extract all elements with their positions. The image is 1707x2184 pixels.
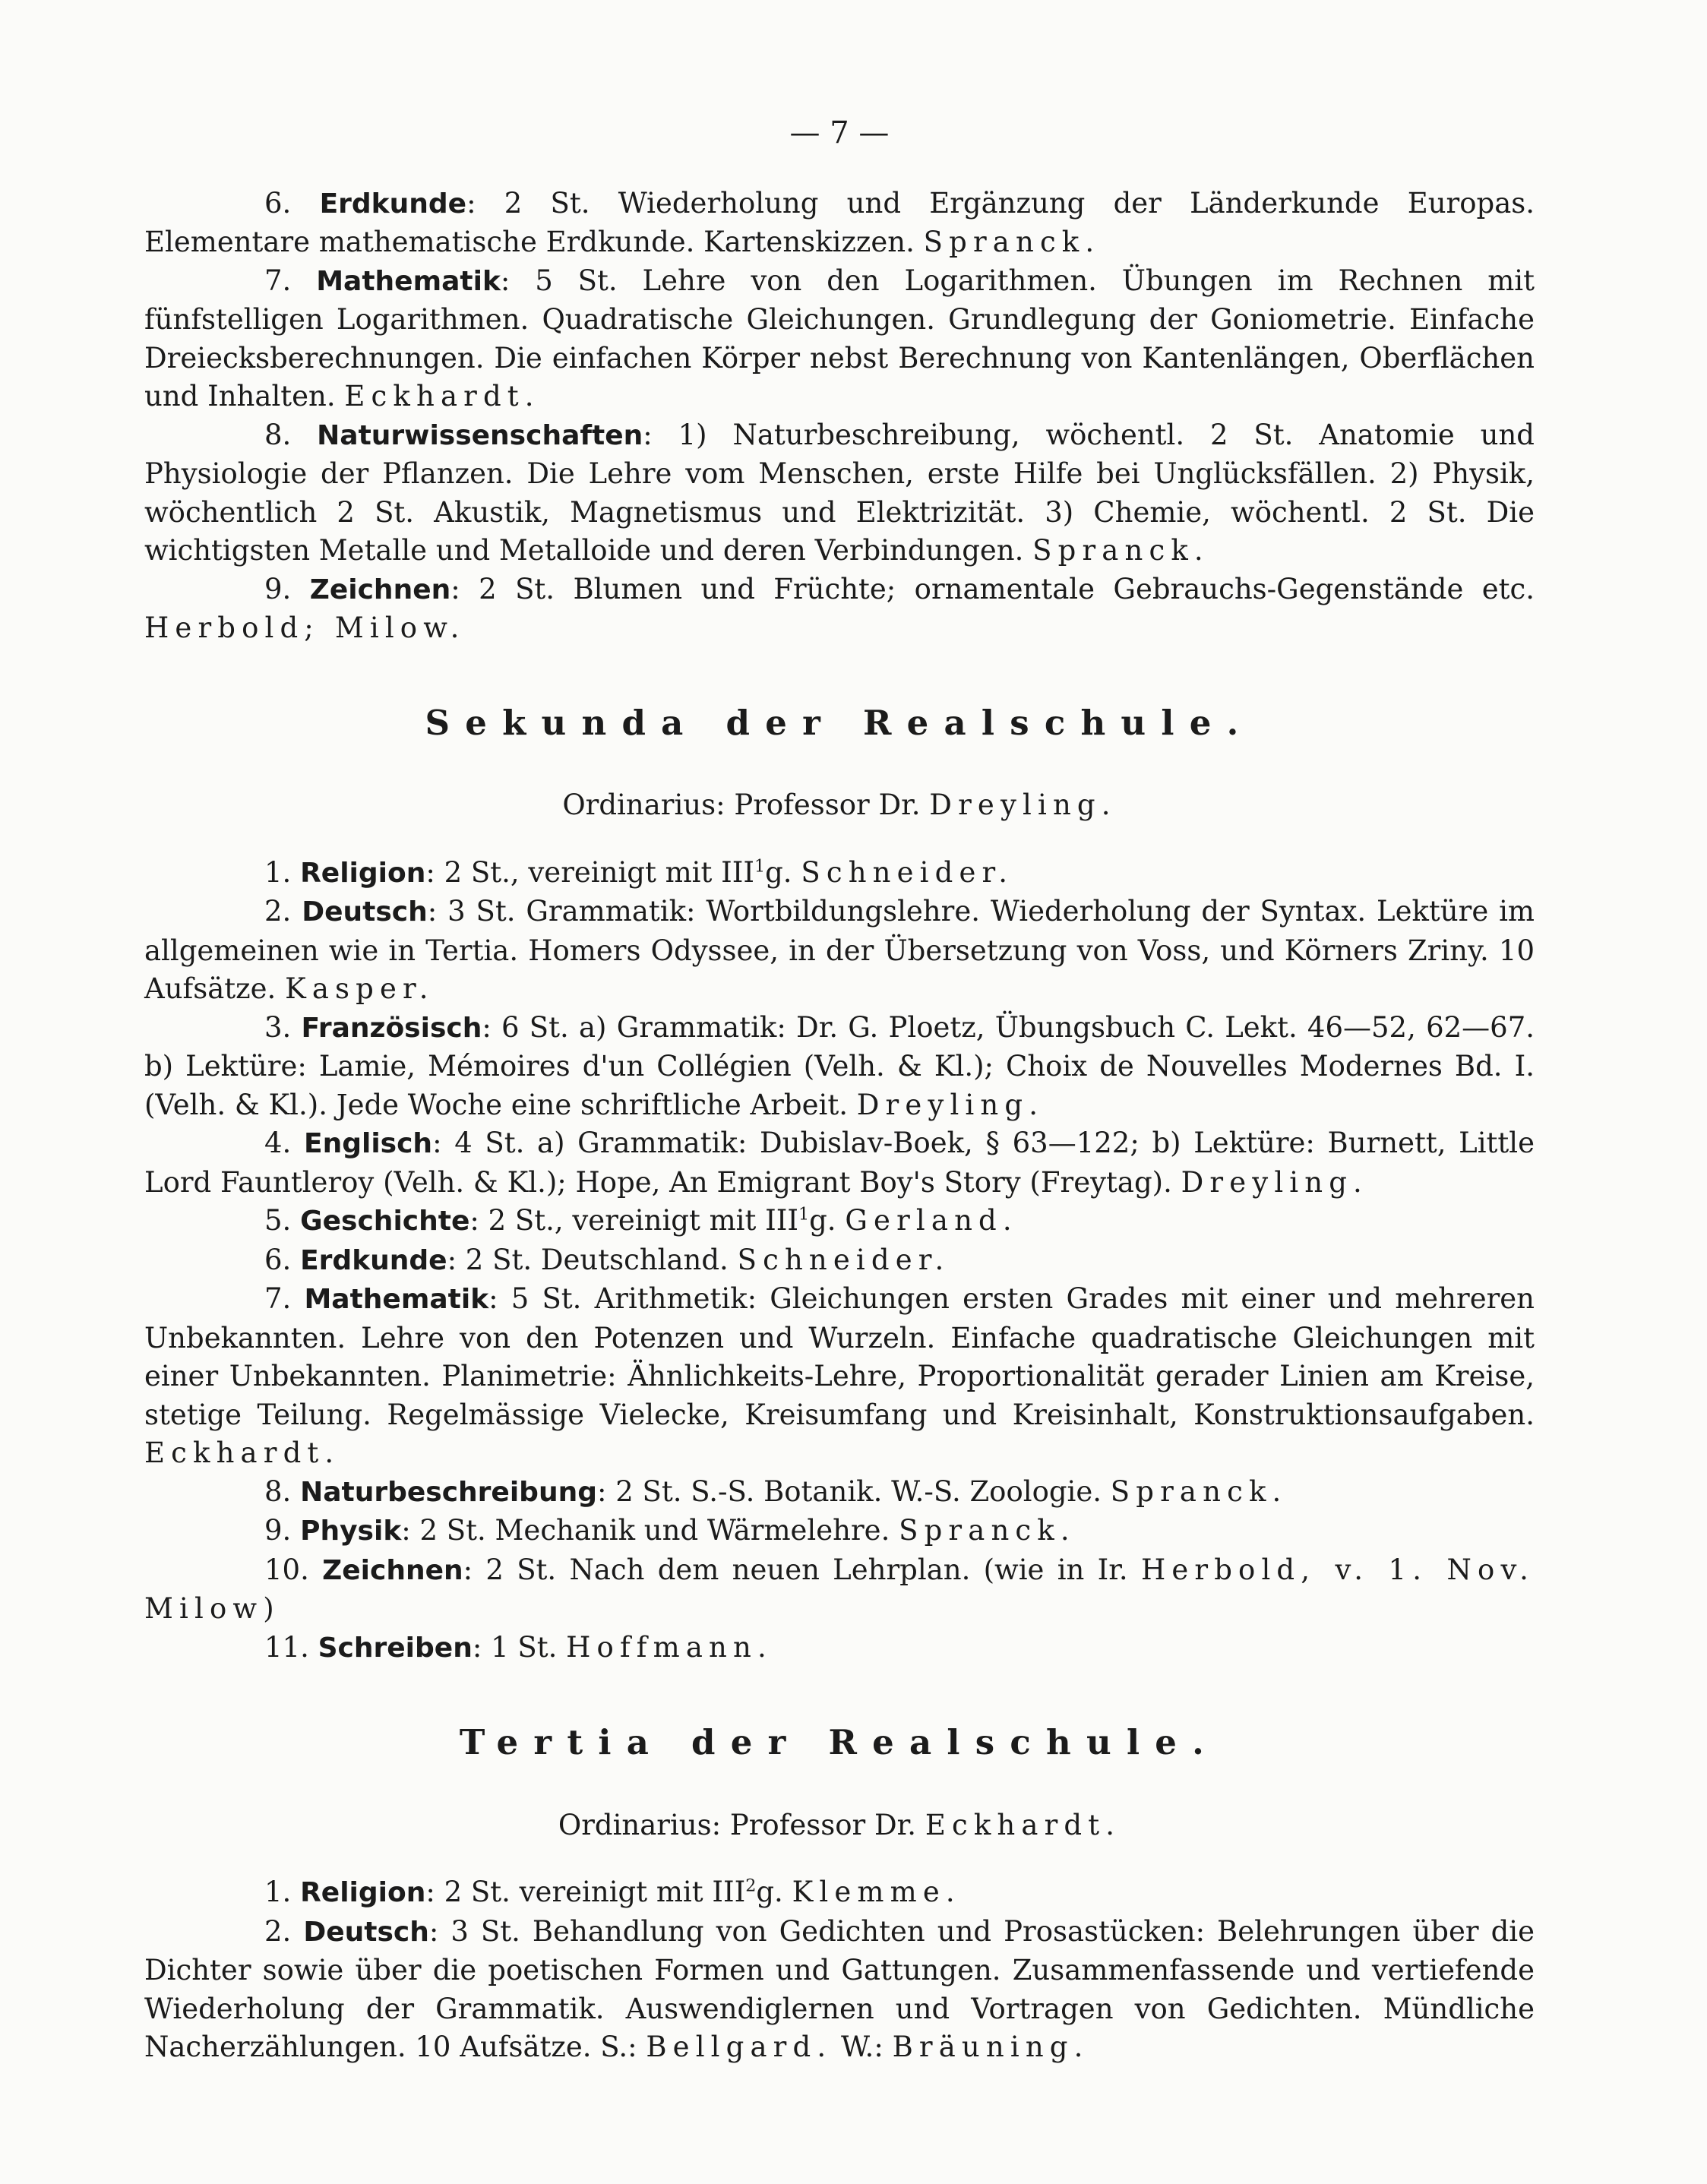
document-page [144, 114, 1535, 2067]
subject-label: Naturwissenschaften [317, 419, 643, 451]
subject-label: Deutsch [302, 896, 428, 928]
entry-schreiben: 11. Schreiben: 1 St. Hoffmann. [264, 1630, 773, 1664]
teacher-name: Bellgard. [646, 2031, 833, 2063]
teacher-name: Gerland. [845, 1204, 1018, 1237]
subject-label: Naturbeschreibung [300, 1476, 597, 1508]
section-heading-sekunda: Sekunda der Realschule. [425, 702, 1254, 743]
section-heading-tertia: Tertia der Realschule. [459, 1722, 1220, 1762]
subject-label: Zeichnen [322, 1554, 463, 1586]
entry-deutsch: 2. Deutsch: 3 St. Grammatik: Wortbildungslehre. Wiederholung der Syntax. Lektüre im allgemeinen wie in Tertia. Homers Odyssee, in der Übersetzung von Voss, und Körners Zriny. 10 Aufsätze. Kasper. [144, 895, 1535, 1005]
subject-label: Mathematik [316, 265, 501, 297]
entry-mathematik: 7. Mathematik: 5 St. Arithmetik: Gleichungen ersten Grades mit einer und mehreren Unbekannten. Lehre von den Potenzen und Wurzeln. Einfache quadratische Gleichungen mit einer Unbekannten. Planimetrie: Ähnlichkeits-Lehre, Proportionalität gerader Linien am Kreise, stetige Teilung. Regelmässige Vielecke, Kreisumfang und Kreisinhalt, Konstruktionsaufgaben. Eckhardt. [144, 1282, 1535, 1469]
teacher-name: Spranck. [899, 1514, 1076, 1547]
teacher-name: Kasper. [285, 972, 435, 1005]
subject-label: Physik [300, 1516, 402, 1547]
teacher-name: Herbold, v. 1. Nov. Milow) [144, 1553, 1535, 1625]
teacher-name: Spranck. [1032, 534, 1209, 567]
entry-erdkunde: 6. Erdkunde: 2 St. Deutschland. Schneider. [264, 1243, 950, 1276]
subject-label: Zeichnen [309, 574, 451, 605]
entry-physik: 9. Physik: 2 St. Mechanik und Wärmelehre. Spranck. [264, 1514, 1076, 1547]
teacher-name: Eckhardt. [344, 380, 540, 412]
entry-englisch: 4. Englisch: 4 St. a) Grammatik: Dubislav-Boek, § 63—122; b) Lektüre: Burnett, Little Lord Fauntleroy (Velh. & Kl.); Hope, An Emigrant Boy's Story (Freytag). Dreyling. [144, 1127, 1535, 1199]
entry-zeichnen: 9. Zeichnen: 2 St. Blumen und Früchte; ornamentale Gebrauchs-Gegenstände etc. Herbold; Milow. [144, 572, 1535, 644]
subject-label: Schreiben [318, 1632, 473, 1664]
entry-naturbeschreibung: 8. Naturbeschreibung: 2 St. S.-S. Botanik. W.-S. Zoologie. Spranck. [264, 1474, 1288, 1508]
entry-mathematik: 7. Mathematik: 5 St. Lehre von den Logarithmen. Übungen im Rechnen mit fünfstelligen Logarithmen. Quadratische Gleichungen. Grundlegung der Goniometrie. Einfache Dreiecksberechnungen. Die einfachen Körper nebst Berechnung von Kantenlängen, Oberflächen und Inhalten. Eckhardt. [144, 264, 1535, 412]
subject-label: Mathematik [304, 1284, 489, 1315]
subject-label: Englisch [303, 1128, 433, 1159]
page-number: — 7 — [789, 115, 890, 150]
subject-label: Erdkunde [319, 188, 467, 220]
teacher-name: Spranck. [923, 226, 1101, 258]
teacher-name: Herbold; Milow. [144, 612, 466, 644]
teacher-name: Dreyling. [1181, 1165, 1368, 1199]
ordinarius-sekunda: Ordinarius: Professor Dr. Dreyling. [562, 789, 1117, 821]
teacher-name: Spranck. [1110, 1474, 1288, 1508]
subject-label: Französisch [301, 1012, 482, 1044]
entry-religion: 1. Religion: 2 St., vereinigt mit III$^1$g. Schneider. [264, 855, 1014, 889]
teacher-name: Hoffmann. [566, 1630, 773, 1664]
ordinarius-tertia: Ordinarius: Professor Dr. Eckhardt. [558, 1808, 1121, 1841]
subject-label: Erdkunde [300, 1244, 447, 1276]
teacher-name: Bräuning. [892, 2031, 1089, 2063]
entry-deutsch: 2. Deutsch: 3 St. Behandlung von Gedichten und Prosastücken: Belehrungen über die Dichter sowie über die poetischen Formen und Gattungen. Zusammenfassende und vertiefende Wiederholung der Grammatik. Auswendiglernen und Vortragen von Gedichten. Mündliche Nacherzählungen. 10 Aufsätze. S.: Bellgard. W.: Bräuning. [144, 1914, 1535, 2063]
entry-religion: 1. Religion: 2 St. vereinigt mit III$^2$g. Klemme. [264, 1876, 961, 1908]
subject-label: Deutsch [303, 1916, 429, 1948]
subject-label: Geschichte [300, 1206, 470, 1237]
entry-geschichte: 5. Geschichte: 2 St., vereinigt mit III$^1$g. Gerland. [264, 1204, 1018, 1237]
subject-label: Religion [300, 1877, 426, 1908]
teacher-name: Schneider. [801, 855, 1014, 889]
teacher-name: Dreyling. [856, 1088, 1045, 1121]
entry-naturwissenschaften: 8. Naturwissenschaften: 1) Naturbeschreibung, wöchentl. 2 St. Anatomie und Physiologie der Pflanzen. Die Lehre vom Menschen, erste Hilfe bei Unglücksfällen. 2) Physik, wöchentlich 2 St. Akustik, Magnetismus und Elektrizität. 3) Chemie, wöchentl. 2 St. Die wichtigsten Metalle und Metalloide und deren Verbindungen. Spranck. [144, 418, 1535, 567]
subject-label: Religion [300, 857, 426, 889]
teacher-name: Schneider. [737, 1243, 950, 1276]
entry-erdkunde: 6. Erdkunde: 2 St. Wiederholung und Ergänzung der Länderkunde Europas. Elementare mathematische Erdkunde. Kartenskizzen. Spranck. [144, 186, 1535, 258]
entry-zeichnen: 10. Zeichnen: 2 St. Nach dem neuen Lehrplan. (wie in Ir. Herbold, v. 1. Nov. Milow) [144, 1553, 1535, 1625]
teacher-name: Klemme. [792, 1876, 961, 1908]
teacher-name: Eckhardt. [144, 1437, 340, 1469]
entry-franzoesisch: 3. Französisch: 6 St. a) Grammatik: Dr. G. Ploetz, Übungsbuch C. Lekt. 46—52, 62—67. b) Lektüre: Lamie, Mémoires d'un Collégien (Velh. & Kl.); Choix de Nouvelles Modernes Bd. I. (Velh. & Kl.). Jede Woche eine schriftliche Arbeit. Dreyling. [144, 1010, 1535, 1121]
